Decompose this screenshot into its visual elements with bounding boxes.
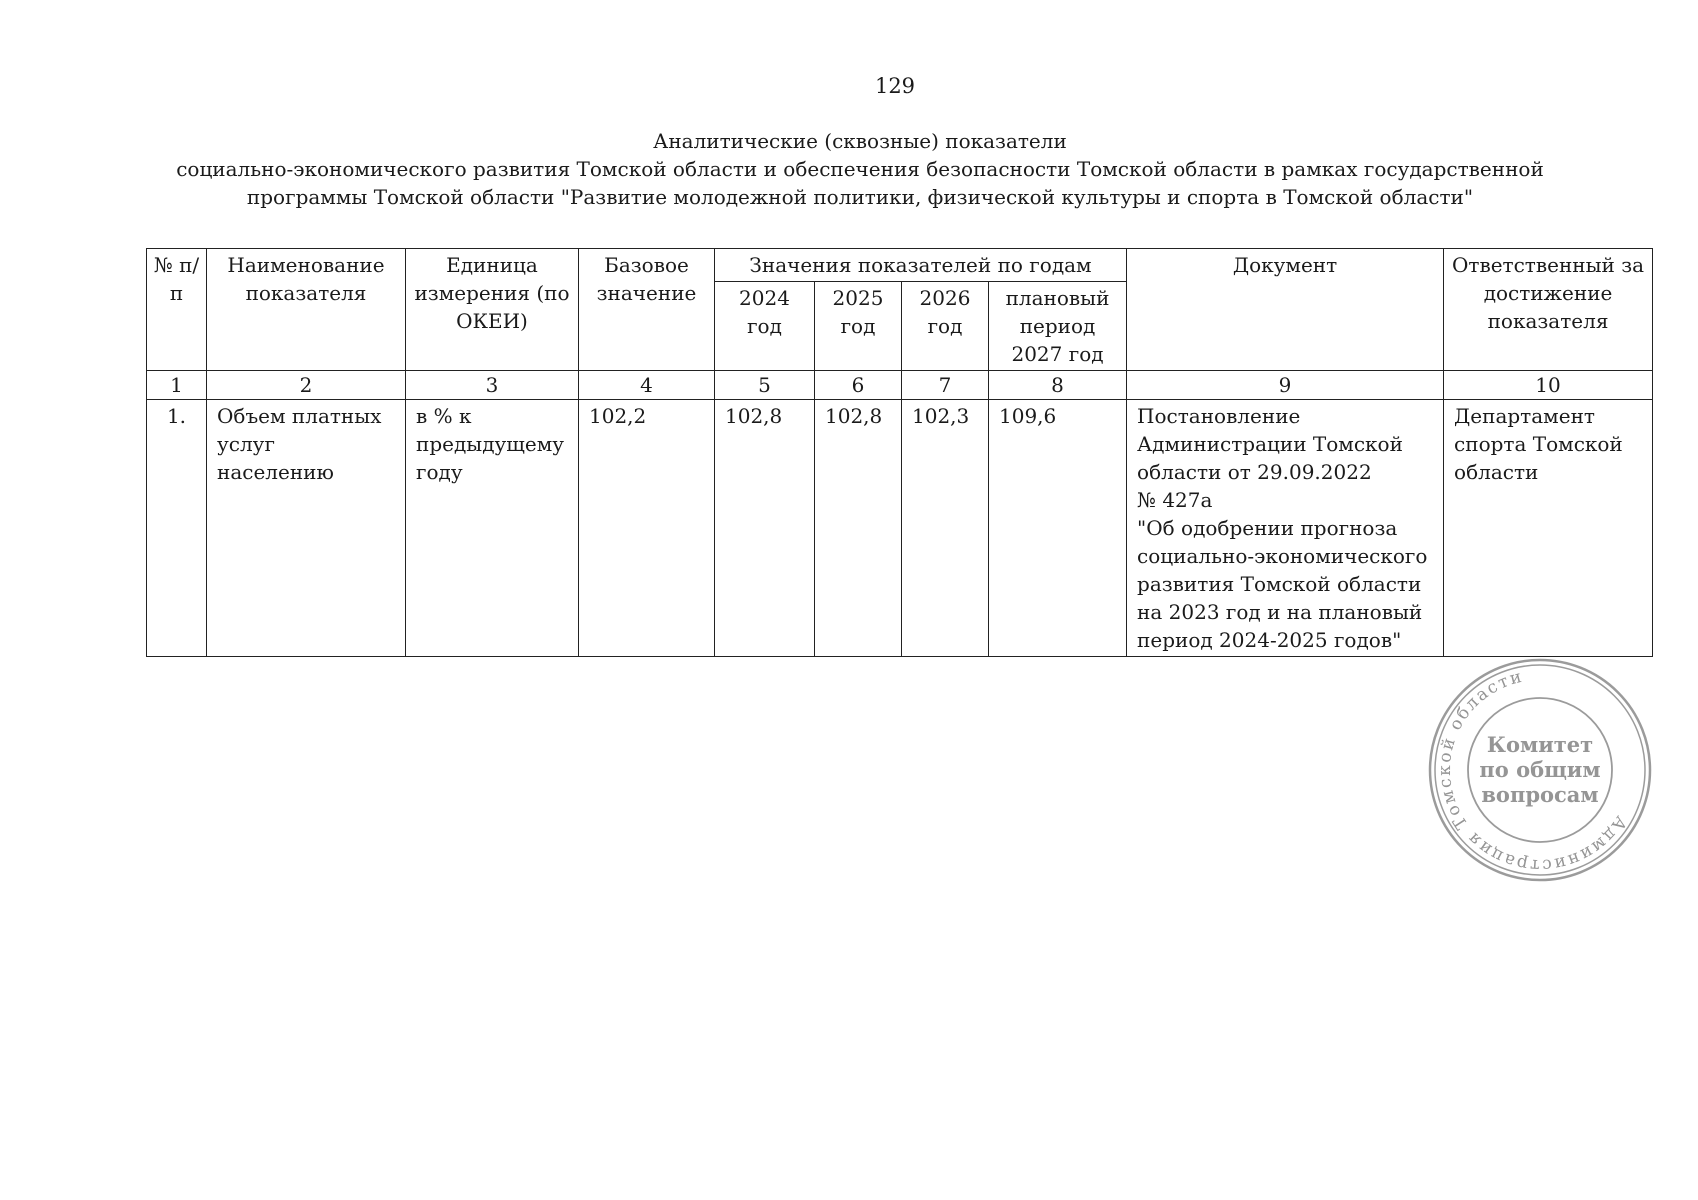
column-number: 3 xyxy=(406,371,579,400)
row-responsible: Департамент спорта Томской области xyxy=(1444,400,1653,657)
column-number: 7 xyxy=(902,371,989,400)
column-number: 5 xyxy=(715,371,815,400)
row-value-planned: 109,6 xyxy=(989,400,1127,657)
row-document: Постановление Администрации Томской области от 29.09.2022 № 427а "Об одобрении прогноза социально-экономического развития Томской области на 2023 год и на плановый период 2024-2025 годов" xyxy=(1127,400,1444,657)
column-number: 9 xyxy=(1127,371,1444,400)
row-unit: в % к предыдущему году xyxy=(406,400,579,657)
header-row-1 xyxy=(147,249,1653,282)
header-name: Наименование показателя xyxy=(207,249,406,371)
table-row xyxy=(147,400,1653,657)
stamp-center-line-2: по общим xyxy=(1479,757,1601,782)
page-number: 129 xyxy=(874,74,916,98)
row-num: 1. xyxy=(147,400,207,657)
header-planned-period: плановый период 2027 год xyxy=(989,282,1127,371)
row-value-2024: 102,8 xyxy=(715,400,815,657)
header-document: Документ xyxy=(1127,249,1444,371)
header-year-2026: 2026 год xyxy=(902,282,989,371)
title-line-2: социально-экономического развития Томской области и обеспечения безопасности Томской области в рамках государственной xyxy=(176,157,1544,181)
document-title xyxy=(130,127,1590,211)
header-year-2024: 2024 год xyxy=(715,282,815,371)
header-responsible: Ответственный за достижение показателя xyxy=(1444,249,1653,371)
stamp-ring-text: Администрация Томской области xyxy=(1434,666,1631,876)
header-year-2025: 2025 год xyxy=(815,282,902,371)
column-number: 8 xyxy=(989,371,1127,400)
row-name: Объем платных услуг населению xyxy=(207,400,406,657)
column-number: 4 xyxy=(579,371,715,400)
column-number: 1 xyxy=(147,371,207,400)
header-unit: Единица измерения (по ОКЕИ) xyxy=(406,249,579,371)
column-number: 2 xyxy=(207,371,406,400)
stamp-center-line-1: Комитет xyxy=(1486,732,1594,757)
column-numbers-row xyxy=(147,371,1653,400)
header-num: № п/п xyxy=(147,249,207,371)
column-number: 6 xyxy=(815,371,902,400)
column-number: 10 xyxy=(1444,371,1653,400)
official-stamp xyxy=(1425,655,1655,885)
indicators-table xyxy=(146,248,1653,657)
title-line-1: Аналитические (сквозные) показатели xyxy=(653,129,1067,153)
stamp-center-line-3: вопросам xyxy=(1481,782,1599,807)
header-values-by-year: Значения показателей по годам xyxy=(715,249,1127,282)
row-base-value: 102,2 xyxy=(579,400,715,657)
row-value-2025: 102,8 xyxy=(815,400,902,657)
title-line-3: программы Томской области "Развитие молодежной политики, физической культуры и спорта в Томской области" xyxy=(246,185,1474,209)
header-base: Базовое значение xyxy=(579,249,715,371)
row-value-2026: 102,3 xyxy=(902,400,989,657)
